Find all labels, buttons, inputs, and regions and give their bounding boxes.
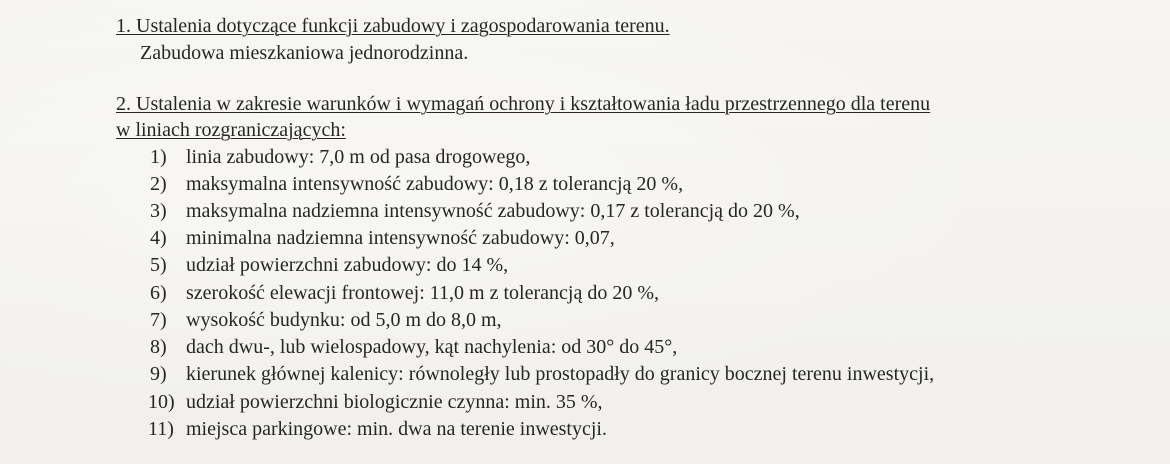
list-item-text: maksymalna nadziemna intensywność zabudowy: 0,17 z tolerancją do 20 %,	[186, 200, 800, 222]
list-item-number: 3)	[150, 200, 167, 222]
list-item	[150, 282, 659, 304]
list-item-number: 7)	[150, 309, 167, 331]
list-item	[150, 363, 934, 385]
list-item-text: linia zabudowy: 7,0 m od pasa drogowego,	[186, 146, 531, 168]
list-item	[150, 146, 530, 168]
list-item-text: minimalna nadziemna intensywność zabudowy: 0,07,	[186, 227, 615, 249]
list-item	[150, 309, 502, 331]
list-item-text: szerokość elewacji frontowej: 11,0 m z tolerancją do 20 %,	[186, 282, 659, 304]
section-1-body: Zabudowa mieszkaniowa jednorodzinna.	[140, 42, 469, 64]
section-2-heading-line-1: 2. Ustalenia w zakresie warunków i wymagań ochrony i kształtowania ładu przestrzennego dla terenu	[116, 93, 931, 115]
list-item-text: miejsca parkingowe: min. dwa na terenie inwestycji.	[186, 418, 607, 440]
list-item	[150, 227, 615, 249]
list-item-text: kierunek głównej kalenicy: równoległy lub prostopadły do granicy bocznej terenu inwestycji,	[186, 363, 935, 385]
list-item-text: dach dwu-, lub wielospadowy, kąt nachylenia: od 30° do 45°,	[186, 336, 678, 358]
section-1-heading: 1. Ustalenia dotyczące funkcji zabudowy i zagospodarowania terenu.	[116, 15, 670, 37]
list-item-number: 8)	[150, 336, 167, 358]
list-item	[150, 200, 800, 222]
list-item-text: udział powierzchni zabudowy: do 14 %,	[186, 254, 509, 276]
list-item	[150, 336, 677, 358]
list-item	[150, 173, 683, 195]
list-item-number: 1)	[150, 146, 167, 168]
list-item-number: 5)	[150, 254, 167, 276]
list-item-number: 4)	[150, 227, 167, 249]
list-item-text: wysokość budynku: od 5,0 m do 8,0 m,	[186, 309, 502, 331]
list-item-number: 6)	[150, 282, 167, 304]
list-item	[150, 254, 508, 276]
list-item-text: udział powierzchni biologicznie czynna: min. 35 %,	[186, 391, 603, 413]
list-item-number: 2)	[150, 173, 167, 195]
list-item-number: 10)	[148, 391, 175, 413]
list-item	[148, 418, 607, 440]
list-item-text: maksymalna intensywność zabudowy: 0,18 z tolerancją 20 %,	[186, 173, 684, 195]
list-item-number: 9)	[150, 363, 167, 385]
list-item	[148, 391, 603, 413]
section-2-heading-line-2: w liniach rozgraniczających:	[116, 119, 346, 141]
list-item-number: 11)	[148, 418, 174, 440]
